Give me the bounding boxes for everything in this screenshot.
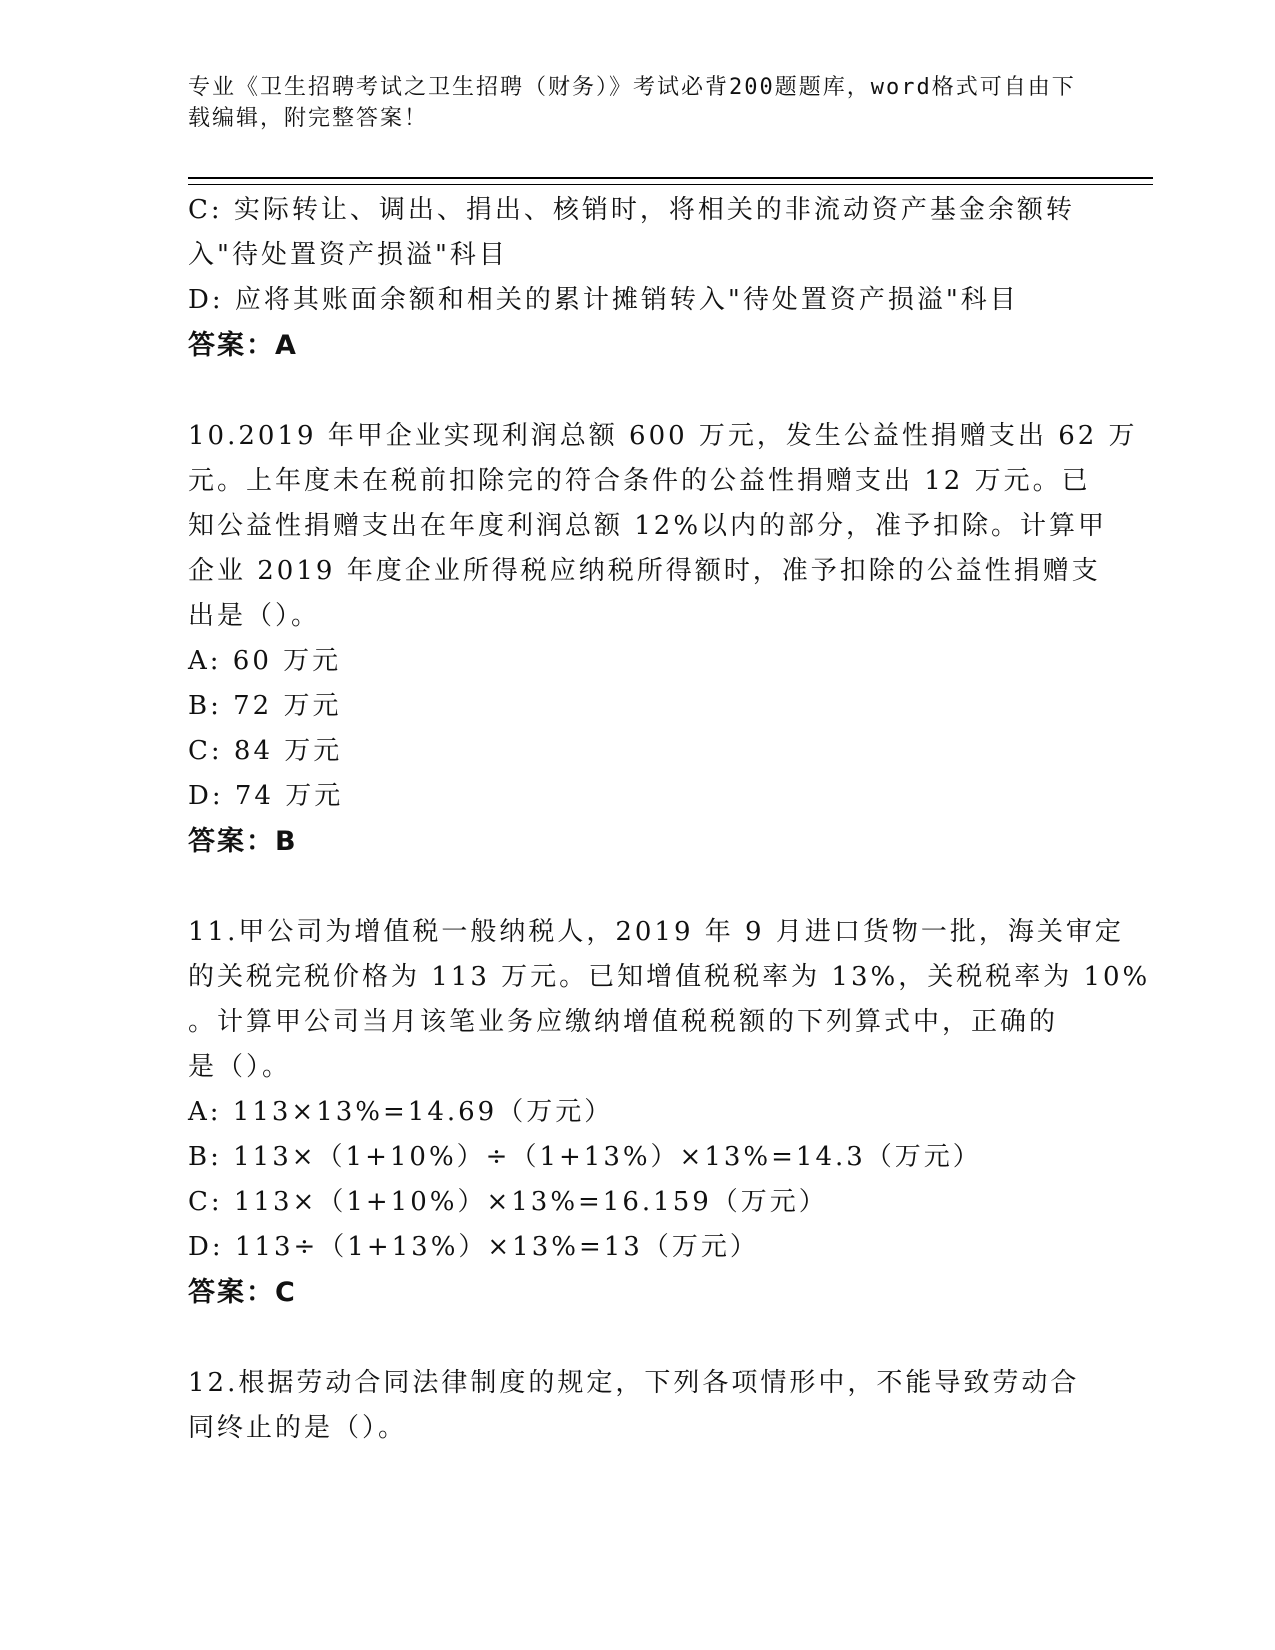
q10-option-b: B: 72 万元 <box>188 691 342 721</box>
document-body <box>188 188 1151 1451</box>
q10-stem-line-3: 知公益性捐赠支出在年度利润总额 12%以内的部分，准予扣除。计算甲 <box>188 511 1108 541</box>
spacer <box>188 864 1078 910</box>
spacer <box>188 1315 1078 1361</box>
q10-stem-line-4: 企业 2019 年度企业所得税应纳税所得额时，准予扣除的公益性捐赠支 <box>188 556 1101 586</box>
q11-answer: 答案：C <box>188 1277 297 1308</box>
q12-stem-line-2: 同终止的是（）。 <box>188 1413 408 1443</box>
q11-option-d: D: 113÷（1+13%）×13%=13（万元） <box>188 1232 759 1262</box>
q10-stem-line-5: 出是（）。 <box>188 601 321 631</box>
q10-option-c: C: 84 万元 <box>188 736 343 766</box>
document-header: 专业《卫生招聘考试之卫生招聘（财务）》考试必背200题题库，word格式可自由下载编辑，附完整答案！ <box>188 75 1076 131</box>
q11-option-c: C: 113×（1+10%）×13%=16.159（万元） <box>188 1187 828 1217</box>
q9-option-c-line-2: 入"待处置资产损溢"科目 <box>188 240 508 270</box>
q11-stem-line-3: 。计算甲公司当月该笔业务应缴纳增值税税额的下列算式中，正确的 <box>188 1007 1059 1037</box>
q10-option-a: A: 60 万元 <box>188 646 342 676</box>
q10-answer: 答案：B <box>188 826 298 857</box>
header-rule-thick <box>188 177 1153 179</box>
q11-stem-line-2: 的关税完税价格为 113 万元。已知增值税税率为 13%，关税税率为 10% <box>188 962 1151 992</box>
spacer <box>188 368 1078 414</box>
q12-stem-line-1: 12.根据劳动合同法律制度的规定，下列各项情形中，不能导致劳动合 <box>188 1368 1080 1398</box>
q10-option-d: D: 74 万元 <box>188 781 344 811</box>
q10-stem-line-1: 10.2019 年甲企业实现利润总额 600 万元，发生公益性捐赠支出 62 万 <box>188 421 1138 451</box>
q9-answer: 答案：A <box>188 330 298 361</box>
q11-option-a: A: 113×13%=14.69（万元） <box>188 1097 614 1127</box>
q11-stem-line-4: 是（）。 <box>188 1052 292 1082</box>
q10-stem-line-2: 元。上年度未在税前扣除完的符合条件的公益性捐赠支出 12 万元。已 <box>188 466 1091 496</box>
q11-option-b: B: 113×（1+10%）÷（1+13%）×13%=14.3（万元） <box>188 1142 982 1172</box>
q11-stem-line-1: 11.甲公司为增值税一般纳税人，2019 年 9 月进口货物一批，海关审定 <box>188 917 1124 947</box>
header-rule-thin <box>188 184 1153 185</box>
q9-option-c-line-1: C: 实际转让、调出、捐出、核销时，将相关的非流动资产基金余额转 <box>188 195 1075 225</box>
q9-option-d: D: 应将其账面余额和相关的累计摊销转入"待处置资产损溢"科目 <box>188 285 1019 315</box>
